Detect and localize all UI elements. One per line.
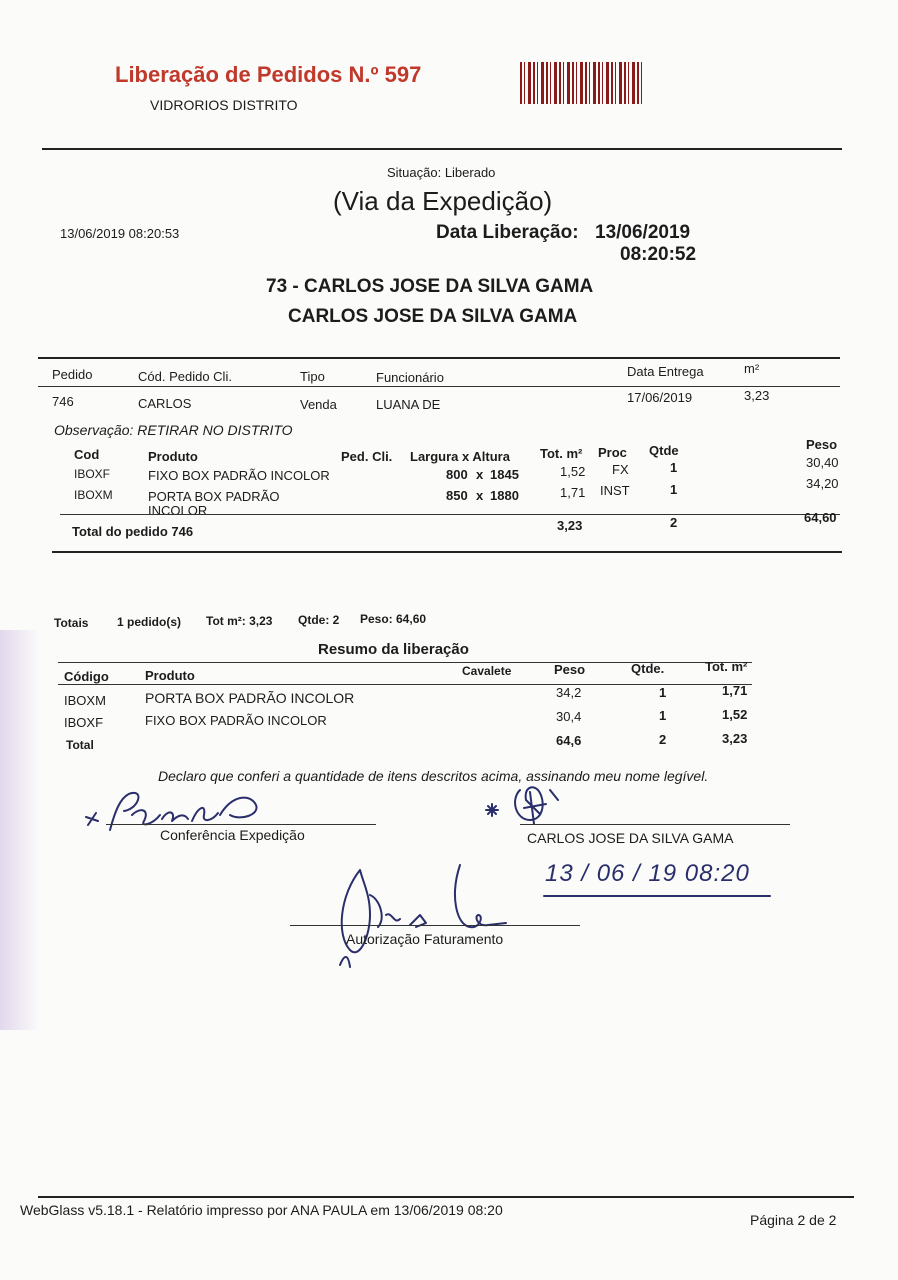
conferencia-label: Conferência Expedição <box>160 827 305 843</box>
item-hdr-peso: Peso <box>806 437 838 452</box>
client-line2: CARLOS JOSE DA SILVA GAMA <box>288 306 578 327</box>
hdr-funcionario: Funcionário <box>376 370 444 385</box>
signature-client <box>480 780 590 835</box>
totals-peso: Peso: 64,60 <box>360 612 427 626</box>
val-m2: 3,23 <box>744 388 770 403</box>
resumo-peso: 34,2 <box>556 685 582 700</box>
hdr-tipo: Tipo <box>300 369 325 384</box>
item-produto: FIXO BOX PADRÃO INCOLOR <box>148 468 330 483</box>
totals-tot-m2: Tot m²: 3,23 <box>206 614 273 628</box>
item-hdr-qtde: Qtde <box>649 443 679 458</box>
footer-printed-by: WebGlass v5.18.1 - Relatório impresso por ANA PAULA em 13/06/2019 08:20 <box>20 1202 503 1218</box>
hdr-data-entrega: Data Entrega <box>627 364 704 379</box>
val-funcionario: LUANA DE <box>376 397 441 412</box>
hdr-pedido: Pedido <box>52 367 93 382</box>
barcode <box>520 62 642 104</box>
resumo-peso: 30,4 <box>556 709 582 724</box>
item-altura: 1880 <box>490 488 519 503</box>
footer-divider <box>38 1196 854 1198</box>
client-line1: 73 - CARLOS JOSE DA SILVA GAMA <box>266 276 594 297</box>
header-divider <box>42 148 842 150</box>
resumo-header-divider <box>58 684 752 685</box>
resumo-total-peso: 64,6 <box>556 733 582 748</box>
resumo-produto: FIXO BOX PADRÃO INCOLOR <box>145 713 327 728</box>
order-top-divider <box>38 357 840 359</box>
item-cod: IBOXM <box>74 488 113 502</box>
item-qtde: 1 <box>670 460 678 475</box>
resumo-hdr-codigo: Código <box>64 669 109 684</box>
item-x: x <box>476 467 484 482</box>
resumo-qtde: 1 <box>659 685 667 700</box>
resumo-total-label: Total <box>66 738 94 752</box>
footer-page: Página 2 de 2 <box>750 1212 837 1228</box>
resumo-hdr-tot-m2: Tot. m² <box>705 659 748 674</box>
order-header-divider <box>38 386 840 387</box>
data-liberacao-date: 13/06/2019 <box>595 222 691 243</box>
hdr-m2: m² <box>744 361 760 376</box>
client-signature-line <box>520 824 790 825</box>
order-bottom-divider <box>52 551 842 553</box>
val-data-entrega: 17/06/2019 <box>627 390 693 405</box>
resumo-tot-m2: 1,52 <box>722 707 748 722</box>
item-qtde: 1 <box>670 482 678 497</box>
resumo-hdr-cavalete: Cavalete <box>462 664 512 678</box>
item-altura: 1845 <box>490 467 519 482</box>
resumo-total-tot-m2: 3,23 <box>722 731 748 746</box>
item-x: x <box>476 488 484 503</box>
item-peso: 30,40 <box>806 455 839 470</box>
resumo-produto: PORTA BOX PADRÃO INCOLOR <box>145 690 355 706</box>
via-label: (Via da Expedição) <box>333 186 553 216</box>
client-name: CARLOS JOSE DA SILVA GAMA <box>527 830 734 846</box>
item-tot-m2: 1,52 <box>560 464 586 479</box>
items-total-divider <box>60 514 840 515</box>
totals-pedidos: 1 pedido(s) <box>117 615 182 629</box>
order-total-label: Total do pedido 746 <box>72 524 194 539</box>
order-total-peso: 64,60 <box>804 510 837 525</box>
val-tipo: Venda <box>300 397 337 412</box>
signature-autorizacao <box>330 855 530 970</box>
hdr-cod-cli: Cód. Pedido Cli. <box>138 369 232 384</box>
resumo-codigo: IBOXF <box>64 715 104 730</box>
totals-label: Totais <box>54 616 89 630</box>
autorizacao-label: Autorização Faturamento <box>346 931 504 947</box>
item-proc: INST <box>600 483 630 498</box>
item-hdr-cod: Cod <box>74 447 100 462</box>
item-produto: PORTA BOX PADRÃO <box>148 489 280 504</box>
totals-qtde: Qtde: 2 <box>298 613 340 627</box>
data-liberacao-time: 08:20:52 <box>620 244 697 265</box>
conferencia-line <box>106 824 376 825</box>
scan-smudge <box>0 630 40 1030</box>
resumo-hdr-qtde: Qtde. <box>631 661 665 676</box>
resumo-hdr-produto: Produto <box>145 668 195 683</box>
resumo-tot-m2: 1,71 <box>722 683 748 698</box>
resumo-codigo: IBOXM <box>64 693 106 708</box>
handwritten-date: 13 / 06 / 19 08:20 <box>545 860 750 887</box>
order-total-qtde: 2 <box>670 515 678 530</box>
resumo-qtde: 1 <box>659 708 667 723</box>
situacao: Situação: Liberado <box>387 165 496 180</box>
report-title: Liberação de Pedidos N.º 597 <box>115 62 422 87</box>
data-liberacao-label: Data Liberação: <box>436 222 579 243</box>
observacao: Observação: RETIRAR NO DISTRITO <box>54 422 293 438</box>
item-tot-m2: 1,71 <box>560 485 586 500</box>
resumo-hdr-peso: Peso <box>554 662 586 677</box>
company-name: VIDRORIOS DISTRITO <box>150 97 298 113</box>
item-peso: 34,20 <box>806 476 839 491</box>
autorizacao-line <box>290 925 580 926</box>
item-hdr-proc: Proc <box>598 445 627 460</box>
item-proc: FX <box>612 462 629 477</box>
item-largura: 800 <box>446 467 468 482</box>
declaration: Declaro que conferi a quantidade de itens descritos acima, assinando meu nome legível. <box>158 768 709 784</box>
item-produto-cont: INCOLOR <box>148 503 208 518</box>
resumo-title: Resumo da liberação <box>318 641 469 658</box>
item-hdr-largura-altura: Largura x Altura <box>410 449 510 464</box>
item-hdr-tot-m2: Tot. m² <box>540 446 583 461</box>
item-hdr-produto: Produto <box>148 449 198 464</box>
printed-at: 13/06/2019 08:20:53 <box>60 226 180 241</box>
resumo-total-qtde: 2 <box>659 732 667 747</box>
item-largura: 850 <box>446 488 468 503</box>
order-total-m2: 3,23 <box>557 518 583 533</box>
item-cod: IBOXF <box>74 467 111 481</box>
val-cod-cli: CARLOS <box>138 396 192 411</box>
val-pedido: 746 <box>52 394 74 409</box>
item-hdr-ped-cli: Ped. Cli. <box>341 449 393 464</box>
